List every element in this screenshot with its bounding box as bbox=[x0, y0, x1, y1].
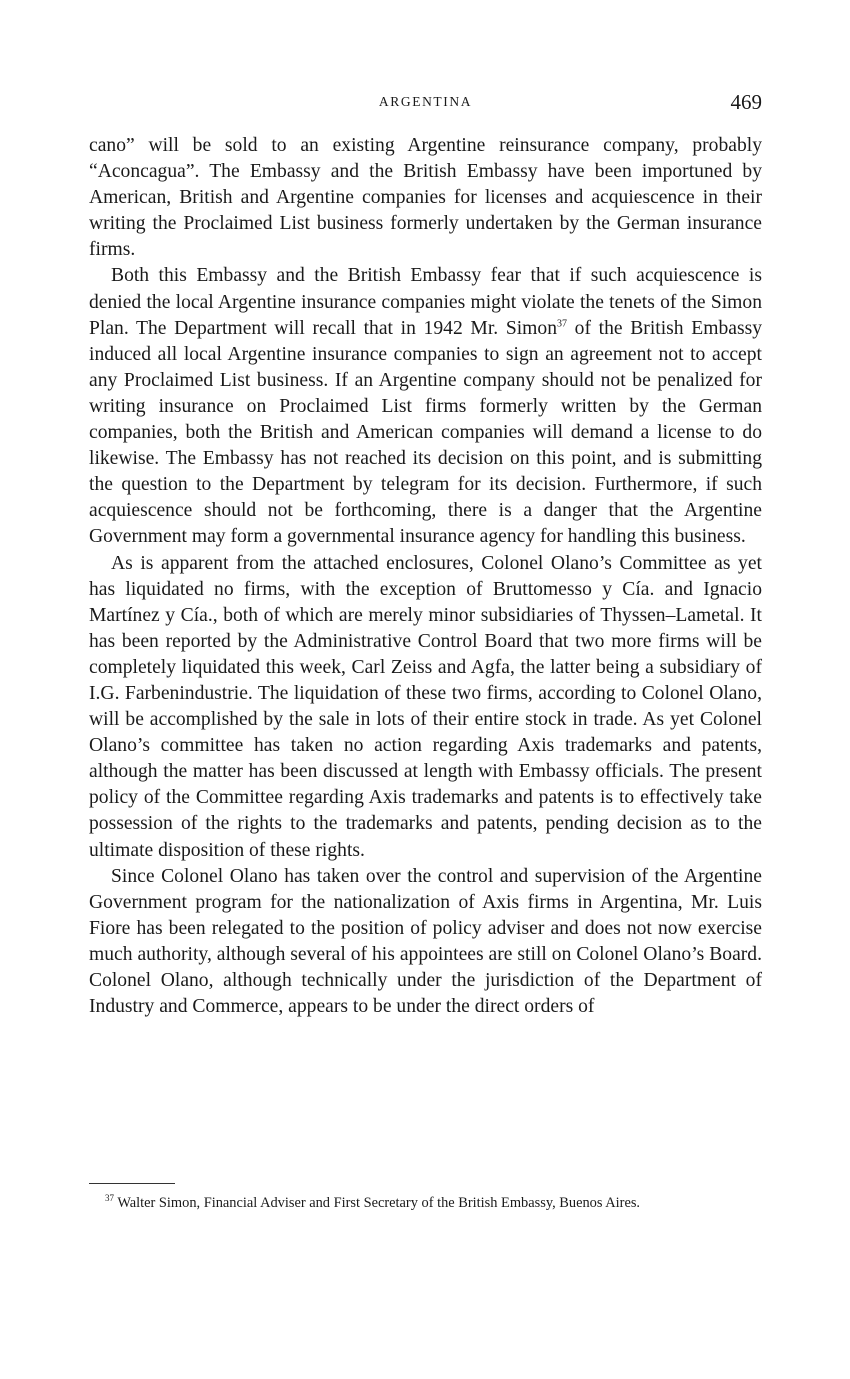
footnote-reference: 37 bbox=[557, 318, 567, 330]
paragraph-2-part-1: Both this Embassy and the British Embassy fear that if such acquiescence is denied the local Argentine insurance companies might violate the tenets of the Simon Plan. The Department will recall that in 1942 Mr. Simon bbox=[89, 265, 762, 339]
page-header bbox=[89, 90, 762, 114]
footnote-rule bbox=[89, 1183, 175, 1184]
paragraph-2 bbox=[89, 263, 762, 550]
running-head: ARGENTINA bbox=[378, 94, 473, 109]
paragraph-4: Since Colonel Olano has taken over the control and supervision of the Argentine Government program for the nationalization of Axis firms in Argentina, Mr. Luis Fiore has been relegated to the position of policy adviser and does not now exercise much authority, although several of his appointees are still on Colonel Olano’s Board. Colonel Olano, although technically under the jurisdiction of the Department of Industry and Commerce, appears to be under the direct orders of bbox=[89, 865, 762, 1018]
footnote-text: Walter Simon, Financial Adviser and First Secretary of the British Embassy, Buenos Aires. bbox=[117, 1195, 641, 1211]
page-number: 469 bbox=[730, 90, 762, 114]
paragraph-1: cano” will be sold to an existing Argentine reinsurance company, probably “Aconcagua”. The Embassy and the British Embassy have been importuned by American, British and Argentine companies for licenses and acquiescence in their writing the Proclaimed List business formerly undertaken by the German insurance firms. bbox=[89, 135, 762, 261]
body-text bbox=[89, 133, 762, 1020]
footnote bbox=[89, 1193, 762, 1214]
footnote-marker: 37 bbox=[105, 1193, 114, 1204]
paragraph-3: As is apparent from the attached enclosures, Colonel Olano’s Committee as yet has liquidated no firms, with the exception of Bruttomesso y Cía. and Ignacio Martínez y Cía., both of which are merely minor subsidiaries of Thyssen–Lametal. It has been reported by the Administrative Control Board that two more firms will be completely liquidated this week, Carl Zeiss and Agfa, the latter being a subsidiary of I.G. Farbenindustrie. The liquidation of these two firms, according to Colonel Olano, will be accomplished by the sale in lots of their entire stock in trade. As yet Colonel Olano’s committee has taken no action regarding Axis trademarks and patents, although the matter has been discussed at length with Embassy officials. The present policy of the Committee regarding Axis trademarks and patents is to effectively take possession of the rights to the trademarks and patents, pending decision as to the ultimate disposition of these rights. bbox=[89, 552, 762, 861]
paragraph-2-part-2: of the British Embassy induced all local Argentine insurance companies to sign an agreement not to accept any Proclaimed List business. If an Argentine company should not be penalized for writing insurance on Proclaimed List firms formerly written by the German companies, both the British and American companies will demand a license to do likewise. The Embassy has not reached its decision on this point, and is submitting the question to the Department by telegram for its decision. Furthermore, if such acquiescence should not be forthcoming, there is a danger that the Argentine Government may form a governmental insurance agency for handling this business. bbox=[89, 317, 762, 548]
